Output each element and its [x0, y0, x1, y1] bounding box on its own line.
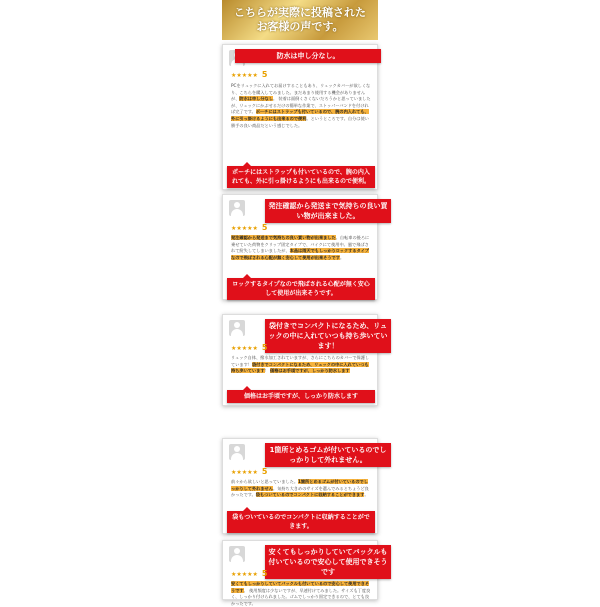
review-headline: 1箇所とめるゴムが付いているのでしっかりして外れません。	[265, 443, 391, 467]
stars-icon: ★★★★★	[231, 345, 258, 352]
stars-icon: ★★★★★	[231, 469, 258, 476]
review-headline: 発注確認から発送まで気持ちの良い買い物が出来ました。	[265, 199, 391, 223]
review-headline: 安くてもしっかりしていてバックルも付いているので安心して使用できそうです	[265, 545, 391, 579]
review-card	[222, 438, 387, 534]
review-body: 前々から欲しいと思っていました。1箇所とめるゴムが付いているのでしっかりして外れません。気持ち大きめのサイズを選んでみるとちょうど良かったです。袋もついているのでコンパクトに収納することができます。	[231, 479, 369, 498]
star-rating	[231, 569, 267, 578]
stars-icon: ★★★★★	[231, 72, 258, 79]
review-body: 安くてもしっかりしていてバックルも付いているので安心して使用できそうです。 使用頻度は少ないですが、早速付けてみました。サイズも丁度良く、しっかり付けられました。ゴムでしっかり固定できるので、とても良かったです。	[231, 581, 371, 606]
highlight: 本品は雨天でもしっかりロックするタイプなので飛ばされる心配が無く安心して使用が出来そうです	[231, 248, 369, 260]
review-body: 発注確認から発送まで気持ちの良い買い物が出来ました。自転車の後ろに乗せていた荷物をクリップ固定タイプで、バイクにて使用中。風で飛ばされて紛失してしまいましたが、本品は雨天でもしっかりロックするタイプなので飛ばされる心配が無く安心して使用が出来そうです。	[231, 235, 370, 260]
rating-score: 5	[261, 467, 268, 476]
star-rating	[231, 70, 267, 79]
stars-icon: ★★★★★	[231, 225, 258, 232]
review-card	[222, 44, 378, 190]
highlight: 1箇所とめるゴムが付いているのでしっかりして外れません	[231, 479, 368, 491]
highlight: 発注確認から発送まで気持ちの良い買い物が出来ました	[231, 235, 336, 240]
highlight: ポーチにはストラップも付いているので、腕の内入れても、外に引っ掛けるようにも出来るので便利	[231, 109, 369, 121]
avatar-icon	[229, 444, 245, 460]
rating-score: 5	[261, 343, 268, 352]
banner-line-1: こちらが実際に投稿された	[234, 6, 366, 19]
avatar-icon	[229, 200, 245, 216]
review-summary: 価格はお手頃ですが、しっかり防水します	[227, 390, 375, 403]
stars-icon: ★★★★★	[231, 571, 258, 578]
review-headline: 防水は申し分なし。	[235, 49, 381, 63]
highlight: 価格はお手頃ですが、しっかり防水します	[270, 368, 350, 374]
testimonial-banner	[222, 0, 378, 40]
review-summary: ロックするタイプなので飛ばされる心配が無く安心して使用が出来そうです。	[227, 278, 375, 300]
rating-score: 5	[261, 70, 268, 79]
highlight: 防水は申し分なし	[239, 96, 273, 102]
star-rating	[231, 223, 267, 232]
review-headline: 袋付きでコンパクトになるため、リュックの中に入れていつも持ち歩いています！	[265, 319, 391, 353]
banner-line-2: お客様の声です。	[256, 20, 344, 33]
star-rating	[231, 467, 267, 476]
star-rating	[231, 343, 267, 352]
avatar-icon	[229, 546, 245, 562]
rating-score: 5	[261, 569, 268, 578]
review-summary: ポーチにはストラップも付いているので、腕の内入れても、外に引っ掛けるようにも出来るので便利。	[227, 166, 375, 188]
review-card	[222, 314, 388, 406]
review-body: PCをリュックに入れてお届けすることもあり、リュックカバーが欲しくなり、こちらを購入してみました。まだあまり使用する機会がありませんが、防水は申し分なし。 装着は面倒くさくないだろうかと思っていましたが、リュックにかぶせるだけの簡単な作業で、ストッパーバンドを付ければ完了です。ポーチにはストラップも付いているので、腕の内入れても、外に引っ掛けるようにも出来るので便利。というところです。自分は使い勝手の良い商品だという感じでした。	[231, 83, 371, 128]
review-card	[222, 194, 388, 300]
highlight: 袋付きでコンパクトになるため、リュックの中に入れていつも持ち歩いています	[231, 361, 369, 374]
rating-score: 5	[261, 223, 268, 232]
highlight: 袋もついているのでコンパクトに収納することができます	[255, 492, 365, 498]
avatar-icon	[229, 320, 245, 336]
review-card	[222, 540, 388, 606]
highlight: 安くてもしっかりしていてバックルも付いているので安心して使用できそうです	[231, 581, 370, 593]
review-body: リュック自体、撥水加工されていますが、さらにこちらのカバーで保護しています！袋付きでコンパクトになるため、リュックの中に入れていつも持ち歩いています！ 価格はお手頃ですが、しっかり防水します	[231, 355, 370, 374]
review-summary: 袋もついているのでコンパクトに収納することができます。	[227, 511, 375, 533]
